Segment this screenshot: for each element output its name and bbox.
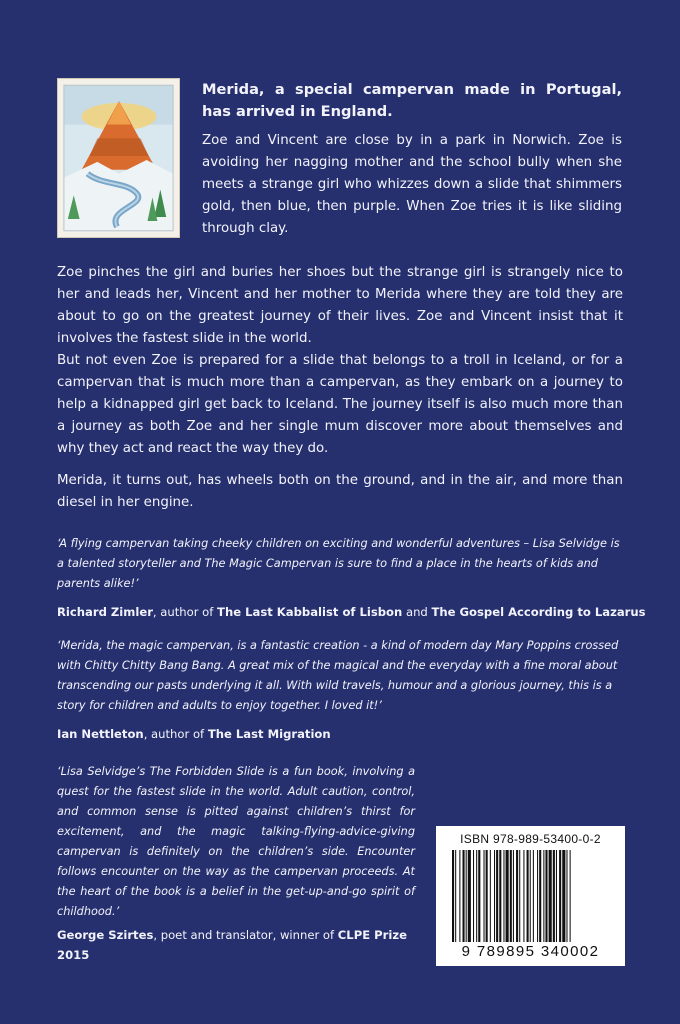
barcode-bar (539, 850, 541, 942)
barcode-bar (519, 850, 520, 942)
blurb-paragraph-1: Zoe and Vincent are close by in a park in Norwich. Zoe is avoiding her nagging mother and the school bully when she meets a strange girl who whizzes down a slide that shimmers gold, then blue, then purple. When Zoe tries it is like sliding through clay. (202, 133, 622, 236)
barcode-bar (503, 850, 504, 942)
barcode-bar (506, 850, 509, 942)
barcode-bar (459, 850, 460, 942)
book-title: The Gospel According to Lazarus (431, 605, 646, 619)
barcode-bar (513, 850, 514, 942)
book-title: The Last Migration (207, 727, 331, 741)
barcode-bar (556, 850, 557, 942)
blurb-paragraph-2: Zoe pinches the girl and buries her shoes but the strange girl is strangely nice to her and leads her, Vincent and her mother to Merida where they are told they are about to go on the greatest journey of their lives. Zoe and Vincent insist that it involves the fastest slide in the world. (57, 265, 623, 346)
attribution-text: and (402, 605, 432, 619)
barcode-bar (533, 850, 534, 942)
review-quote-2: ‘Merida, the magic campervan, is a fantastic creation - a kind of modern day Mary Poppins crossed with Chitty Chitty Bang Bang. A great mix of the magical and the everyday with a fine moral about transcending our pasts underlying it all. With wild travels, humour and a glorious journey, this is a story for children and adults to enjoy together. I loved it!’ (57, 639, 619, 712)
barcode-bar (466, 850, 467, 942)
barcode-bar (562, 850, 565, 942)
review-quote-1: ‘A flying campervan taking cheeky children on exciting and wonderful adventures – Lisa Selvidge is a talented storyteller and The Magic Campervan is sure to find a place in the hearts of kids and parents alike!’ (57, 537, 620, 590)
isbn-label: ISBN 978-989-53400-0-2 (460, 832, 601, 846)
barcode-bar (545, 850, 547, 942)
barcode-bar (490, 850, 491, 942)
blurb-lead: Merida, a special campervan made in Portugal, has arrived in England. (202, 81, 622, 120)
reviewer-name: Ian Nettleton (57, 727, 144, 741)
review-attribution-3 (57, 925, 417, 965)
barcode-bar (484, 850, 485, 942)
barcode-bar (499, 850, 501, 942)
barcode-bar (510, 850, 512, 942)
blurb-paragraph-3: But not even Zoe is prepared for a slide that belongs to a troll in Iceland, or for a campervan that is much more than a campervan, as they embark on a journey to help a kidnapped girl get back to Iceland. The journey itself is also much more than a journey as both Zoe and her single mum discover more about themselves and why they act and react the way they do. (57, 353, 623, 456)
cover-illustration (57, 78, 180, 238)
barcode-bar (523, 850, 524, 942)
barcode-bar (452, 850, 454, 942)
barcode-bar (516, 850, 518, 942)
attribution-text: , author of (152, 605, 218, 619)
isbn-barcode (436, 826, 625, 966)
barcode-bar (537, 850, 538, 942)
attribution-text: , author of (143, 727, 208, 741)
review-quote-3: ‘Lisa Selvidge’s The Forbidden Slide is a fun book, involving a quest for the fastest slide in the world. Adult caution, control, and common sense is pitted against children’s thirst for excitement, and the magic talking-flying-advice-giving campervan is definitely on the children’s side. Encounter follows encounter on the way as the campervan proceeds. At the heart of the book is a belief in the get-up-and-go spirit of childhood.’ (57, 765, 415, 918)
barcode-bar (543, 850, 544, 942)
review-attribution-1 (57, 602, 646, 622)
barcode-bar (566, 850, 567, 942)
barcode-bar (530, 850, 531, 942)
barcode-bar (476, 850, 477, 942)
award-name: CLPE Prize 2015 (57, 928, 407, 962)
barcode-bar (496, 850, 498, 942)
attribution-text: , poet and translator, winner of (153, 928, 338, 942)
barcode-bar (478, 850, 480, 942)
barcode-icon (450, 850, 612, 942)
barcode-bar (463, 850, 465, 942)
barcode-bar (553, 850, 555, 942)
barcode-digits: 9 789895 340002 (461, 943, 600, 960)
barcode-bar (473, 850, 474, 942)
barcode-bar (527, 850, 529, 942)
barcode-bar (468, 850, 471, 942)
barcode-bar (486, 850, 488, 942)
barcode-bar (570, 850, 571, 942)
barcode-bar (494, 850, 495, 942)
barcode-bar (559, 850, 561, 942)
reviewer-name: George Szirtes (57, 928, 154, 942)
reviewer-name: Richard Zimler (57, 605, 153, 619)
barcode-bar (549, 850, 552, 942)
mountain-illustration-icon (58, 79, 179, 237)
review-attribution-2 (57, 724, 637, 744)
blurb-paragraph-4: Merida, it turns out, has wheels both on the ground, and in the air, and more than diesel in her engine. (57, 473, 623, 510)
book-title: The Last Kabbalist of Lisbon (217, 605, 403, 619)
barcode-bar (455, 850, 456, 942)
